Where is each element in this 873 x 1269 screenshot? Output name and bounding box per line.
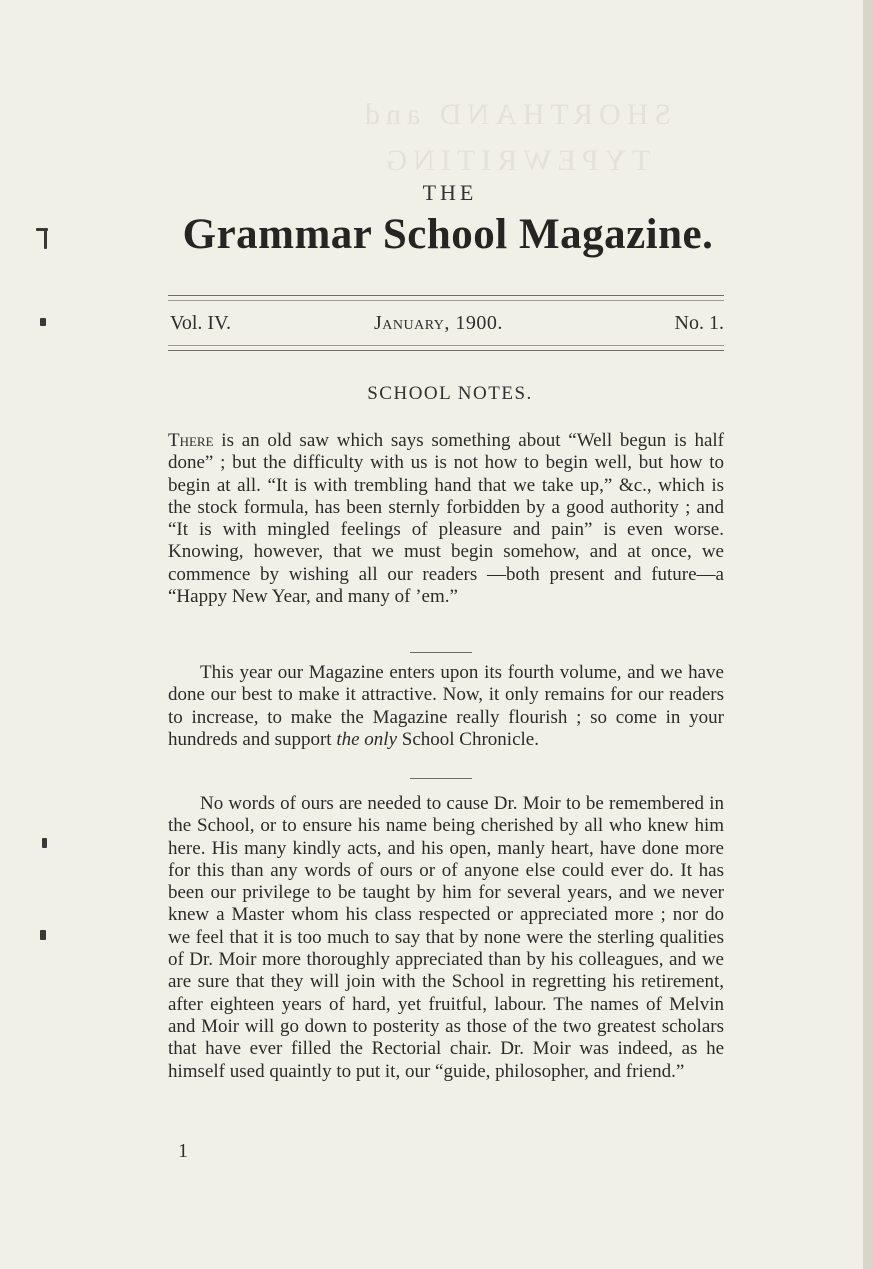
volume-label: Vol. IV. — [170, 312, 231, 334]
bottom-rule-2 — [168, 350, 724, 351]
binding-mark — [42, 838, 47, 848]
paragraph-1 — [168, 430, 724, 608]
paragraph-2 — [168, 662, 724, 751]
binding-mark — [40, 930, 46, 940]
divider-1 — [410, 652, 472, 653]
page-number: 1 — [178, 1140, 188, 1162]
paragraph-1-lead-word: There — [168, 430, 214, 451]
paragraph-2-italic: the only — [336, 728, 398, 750]
top-rule-2 — [168, 300, 724, 301]
paragraph-2-end: School Chronicle. — [397, 728, 539, 750]
top-rule-1 — [168, 295, 724, 296]
masthead-the: THE — [422, 180, 478, 205]
divider-2 — [410, 778, 472, 779]
issue-number: No. 1. — [674, 312, 724, 334]
show-through-text: SHORTHAND and TYPEWRITING — [358, 98, 672, 177]
masthead-title: Grammar School Magazine. — [182, 211, 714, 258]
issue-date: January, 1900. — [374, 312, 503, 334]
binding-mark — [44, 229, 47, 249]
section-title: SCHOOL NOTES. — [367, 383, 533, 404]
paragraph-3-text: No words of ours are needed to cause Dr. Moir to be remembered in the School, or to ensure his name being cherished by all who knew him here. His many kindly acts, and his open, manly heart, have done more for this than any words of ours or of anyone else could ever do. It has been our privilege to be taught by him for several years, and we never knew a Master whom his class respected or appreciated more ; nor do we feel that it is too much to say that by none were the sterling qualities of Dr. Moir more thoroughly appreciated than by his colleagues, and we are sure that they will join with the School in regretting his retirement, after eighteen years of hard, yet fruitful, labour. The names of Melvin and Moir will go down to posterity as those of the two greatest scholars that have ever filled the Rectorial chair. Dr. Moir was indeed, as he himself used quaintly to put it, our “guide, philosopher, and friend.” — [168, 793, 724, 1082]
binding-mark — [40, 318, 46, 326]
paragraph-2-text: This year our Magazine enters upon its fourth volume, and we have done our best to make it attractive. Now, it only remains for our readers to increase, to make the Magazine really flourish ; so come in your hundreds and support — [168, 662, 724, 750]
paragraph-1-text: is an old saw which says something about “Well begun is half done” ; but the difficulty with us is not how to begin well, but how to begin at all. “It is with trembling hand that we take up,” &c., which is the stock formula, has been sternly forbidden by a good authority ; and “It is with mingled feelings of pleasure and pain” is even worse. Knowing, however, that we must begin somehow, and at once, we commence by wishing all our readers —both present and future—a “Happy New Year, and many of ’em.” — [168, 430, 724, 608]
paragraph-3 — [168, 793, 724, 1083]
bottom-rule-1 — [168, 345, 724, 346]
